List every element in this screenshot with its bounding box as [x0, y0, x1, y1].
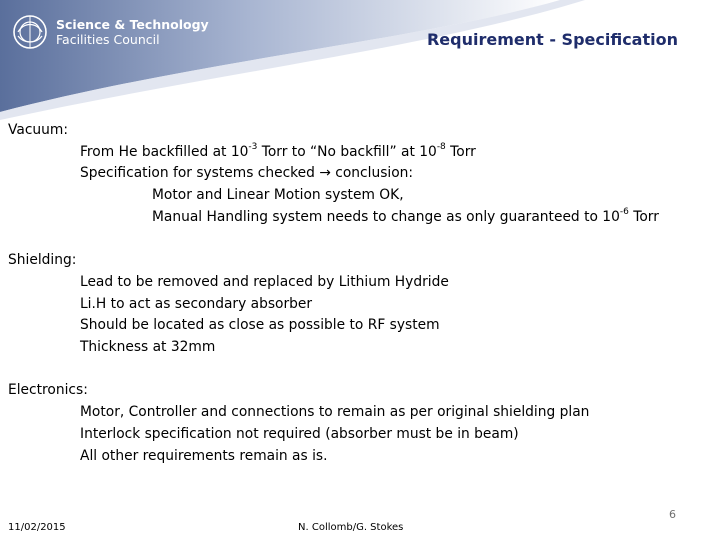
shielding-item: Li.H to act as secondary absorber: [80, 295, 313, 312]
vacuum-line-2: Specification for systems checked → conclusion:: [80, 165, 414, 182]
electronics-item: All other requirements remain as is.: [80, 447, 328, 464]
vacuum-exponent-2: -8: [436, 142, 446, 153]
shielding-item: Thickness at 32mm: [80, 339, 216, 356]
vacuum-exponent-3: -6: [619, 207, 629, 218]
vacuum-exponent-1: -3: [248, 142, 258, 153]
slide-title: Requirement - Specification: [426, 30, 678, 49]
vacuum-line-1-b: Torr to “No backfill” at 10: [257, 143, 437, 160]
vacuum-line-1: [8, 142, 714, 164]
stfc-emblem-icon: [12, 14, 48, 50]
vacuum-line-1-a: From He backfilled at 10: [80, 143, 249, 160]
shielding-heading: Shielding:: [8, 252, 77, 269]
vacuum-line-4-b: Torr: [628, 208, 659, 225]
footer-date: 11/02/2015: [8, 522, 66, 533]
org-name-line1: Science & Technology: [56, 17, 209, 32]
vacuum-line-4: [8, 207, 714, 229]
vacuum-line-4-a: Manual Handling system needs to change as only guaranteed to 10: [152, 208, 620, 225]
org-name-line2: Facilities Council: [56, 32, 160, 47]
vacuum-heading: Vacuum:: [8, 122, 68, 138]
footer-authors: N. Collomb/G. Stokes: [298, 522, 404, 533]
shielding-section: [8, 250, 714, 359]
electronics-heading: Electronics:: [8, 382, 88, 399]
shielding-item: Should be located as close as possible to RF system: [80, 317, 440, 334]
page-number: 6: [669, 508, 676, 521]
electronics-item: Motor, Controller and connections to remain as per original shielding plan: [80, 404, 590, 421]
electronics-item: Interlock specification not required (absorber must be in beam): [80, 425, 519, 442]
slide-content: [8, 120, 714, 489]
electronics-section: [8, 380, 714, 467]
stfc-logo: [12, 14, 209, 50]
shielding-item: Lead to be removed and replaced by Lithium Hydride: [80, 273, 449, 290]
vacuum-line-3: Motor and Linear Motion system OK,: [152, 187, 404, 204]
vacuum-section: [8, 120, 714, 229]
vacuum-line-1-c: Torr: [445, 143, 476, 160]
